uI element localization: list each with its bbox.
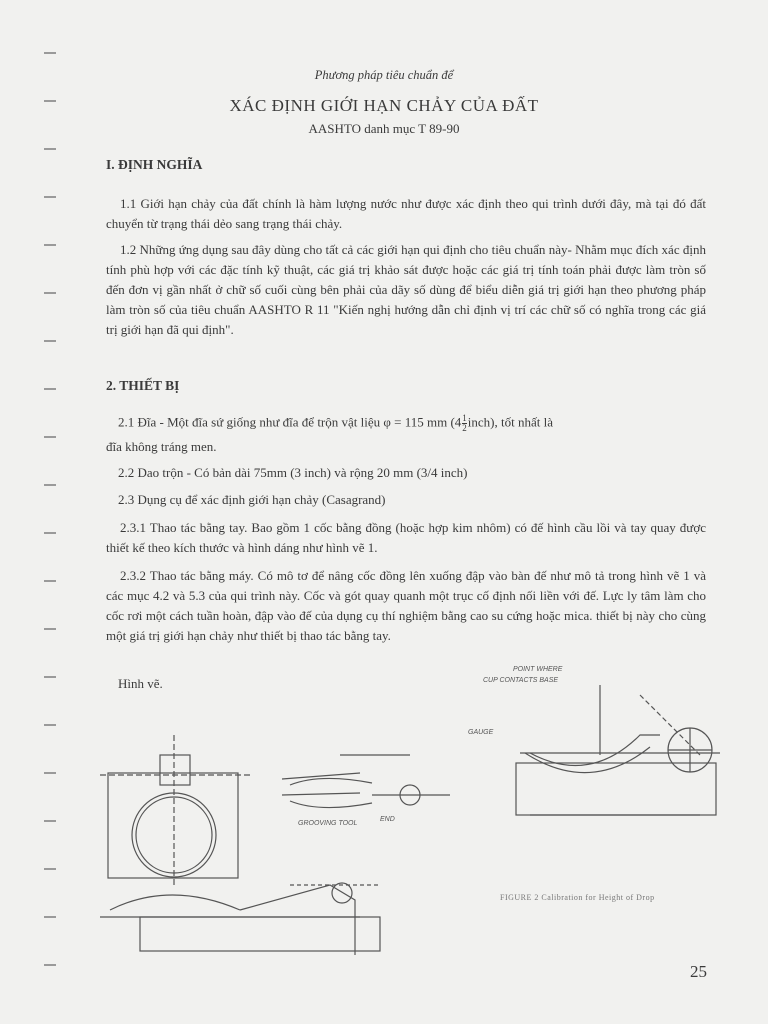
label-end: END (380, 816, 395, 823)
label-gauge: GAUGE (468, 729, 494, 736)
header-subtitle: Phương pháp tiêu chuẩn để (314, 68, 454, 82)
figure-caption: FIGURE 2 Calibration for Height of Drop (500, 893, 655, 902)
section-2-heading: 2. THIẾT BỊ (106, 378, 180, 393)
apparatus-drawings (0, 655, 768, 985)
label-cup-contacts-base: CUP CONTACTS BASE (483, 677, 559, 684)
fraction-numerator: 1 (462, 413, 467, 423)
paragraph-2-3-2: 2.3.2 Thao tác bằng máy. Có mô tơ để nâng cốc đồng lên xuống đập vào bàn đế như mô tả trong hình vẽ 1 và các mục 4.2 và 5.3 của qui trình này. Cốc và gót quay quanh một trục cố định nối liền với đế. Lực ly tâm làm cho cốc rơi một cách tuần hoàn, đập vào đế của dụng cụ thí nghiệm bằng cao su cứng hoặc mica. thiết bị này cho cùng một giá trị giới hạn chảy như thiết bị thao tác bằng tay. (106, 568, 706, 643)
page-title: XÁC ĐỊNH GIỚI HẠN CHẢY CỦA ĐẤT (229, 96, 539, 115)
paragraph-2-1 (118, 414, 553, 433)
grooving-tool-drawing (282, 755, 450, 808)
page-number: 25 (690, 962, 707, 981)
fraction-half (462, 414, 467, 433)
figure-label: Hình vẽ. (118, 676, 163, 691)
paragraph-2-1-text-b: inch), tốt nhất là (467, 414, 553, 430)
label-grooving-tool: GROOVING TOOL (298, 820, 358, 827)
section-1-heading: I. ĐỊNH NGHĨA (106, 157, 203, 172)
paragraph-2-2: 2.2 Dao trộn - Có bản dài 75mm (3 inch) và rộng 20 mm (3/4 inch) (118, 465, 468, 480)
fraction-denominator: 2 (462, 423, 467, 433)
liquid-limit-device-side-view (100, 883, 380, 955)
standard-reference: AASHTO danh mục T 89-90 (308, 121, 460, 136)
label-point-where: POINT WHERE (513, 666, 563, 673)
paragraph-2-1-continued: đĩa không tráng men. (106, 439, 217, 454)
liquid-limit-device-top-view (100, 735, 250, 885)
paragraph-2-3-1: 2.3.1 Thao tác bằng tay. Bao gồm 1 cốc bằng đồng (hoặc hợp kim nhôm) có đế hình cầu lồi và tay quay được thiết kế theo kích thước và hình dáng như hình vẽ 1. (106, 520, 706, 555)
paragraph-2-3: 2.3 Dụng cụ để xác định giới hạn chảy (Casagrand) (118, 492, 386, 507)
paragraph-1-1: 1.1 Giới hạn chảy của đất chính là hàm lượng nước như được xác định theo qui trình dưới đây, mà tại đó đất chuyển từ trạng thái dẻo sang trạng thái chảy. (106, 196, 706, 231)
paragraph-1-2: 1.2 Những ứng dụng sau đây dùng cho tất cả các giới hạn qui định cho tiêu chuẩn này- Nhằm mục đích xác định tính phù hợp với các đặc tính kỹ thuật, các giá trị khảo sát được hoặc các giá trị tính toán phải được làm tròn số đến đơn vị gần nhất ở chữ số cuối cùng bên phải của dãy số dùng để biểu diễn giá trị giới hạn theo phương pháp làm tròn số của tiêu chuẩn AASHTO R 11 "Kiến nghị hướng dẫn chỉ định vị trí các chữ số có nghĩa trong các giá trị giới hạn đã qui định". (106, 242, 706, 337)
height-of-drop-calibration-drawing (516, 685, 720, 815)
paragraph-2-1-text-a: 2.1 Đĩa - Một đĩa sứ giống như đĩa để trộn vật liệu φ = 115 mm (4 (118, 414, 462, 430)
